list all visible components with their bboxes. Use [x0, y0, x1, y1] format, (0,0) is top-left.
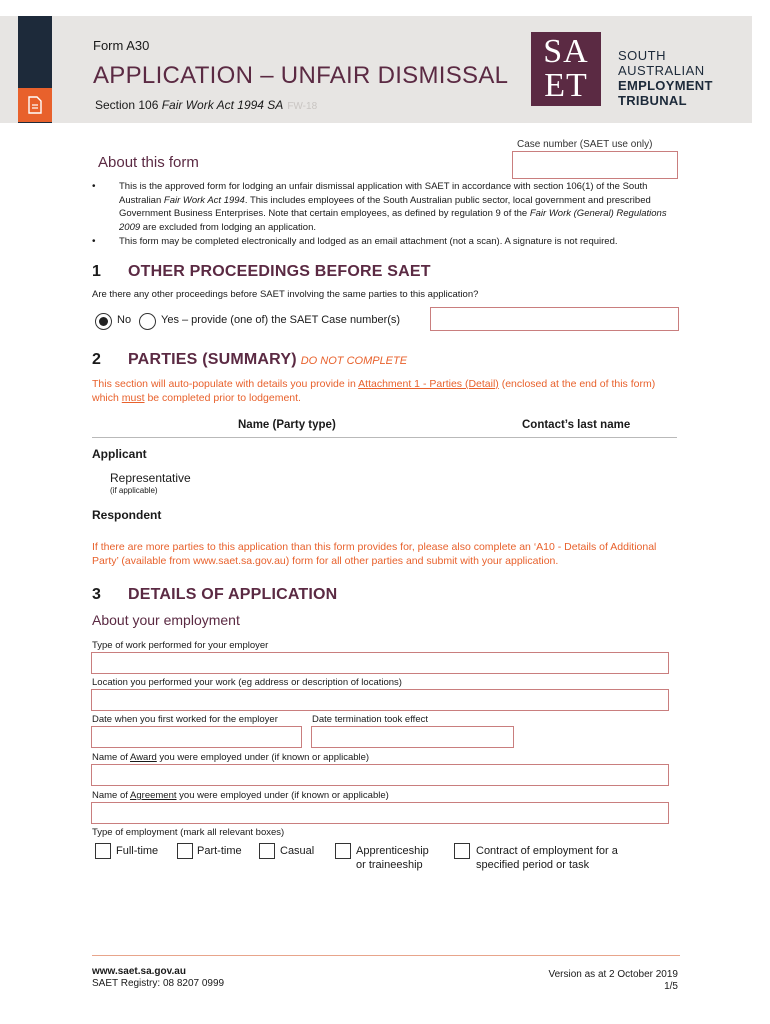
saet-logo-mark: SA ET: [531, 32, 601, 106]
checkbox-casual[interactable]: [259, 843, 275, 859]
form-reference-code: FW-18: [287, 101, 318, 112]
checkbox-apprenticeship[interactable]: [335, 843, 351, 859]
section-2-title: PARTIES (SUMMARY) DO NOT COMPLETE: [128, 351, 408, 368]
saet-logo-text: [618, 48, 713, 108]
page-subtitle: [95, 98, 317, 112]
page-title: APPLICATION – UNFAIR DISMISSAL: [93, 62, 509, 89]
agreement-field[interactable]: [91, 802, 669, 824]
case-number-label: Case number (SAET use only): [517, 139, 653, 150]
employment-type-label: Type of employment (mark all relevant boxes): [92, 827, 285, 838]
termination-date-field[interactable]: [311, 726, 514, 748]
section-3-number: 3: [92, 586, 101, 603]
checkbox-part-time-label: Part-time: [197, 845, 242, 857]
section-3-title: DETAILS OF APPLICATION: [128, 586, 338, 603]
form-code: Form A30: [93, 38, 150, 53]
do-not-complete-note: DO NOT COMPLETE: [300, 355, 408, 367]
agreement-link[interactable]: Agreement: [130, 790, 177, 801]
respondent-label: Respondent: [92, 508, 162, 522]
saet-case-numbers-field[interactable]: [430, 307, 679, 331]
radio-yes-label: Yes – provide (one of) the SAET Case number(s): [161, 314, 401, 326]
logo-line-2: AUSTRALIAN: [618, 63, 705, 78]
logo-line-4: TRIBUNAL: [618, 93, 687, 108]
checkbox-part-time[interactable]: [177, 843, 193, 859]
about-bullet-2: • This form may be completed electronically and lodged as an email attachment (not a scan). A signature is not required.: [92, 235, 672, 249]
award-label: Name of Award you were employed under (if known or applicable): [92, 752, 370, 763]
other-proceedings-question: Are there any other proceedings before SAET involving the same parties to this application?: [92, 289, 479, 300]
radio-no[interactable]: [95, 313, 112, 330]
footer-rule: [92, 955, 680, 956]
section-1-title: OTHER PROCEEDINGS BEFORE SAET: [128, 263, 431, 280]
applicant-label: Applicant: [92, 447, 147, 461]
about-bullet-1: • This is the approved form for lodging an unfair dismissal application with SAET in accordance with section 106(1) of the South Australian Fair Work Act 1994. This includes employees of the South Australian public sector, local government and prescribed Government Business Enterprises. Note that certain employees, as defined by regulation 9 of the Fair Work (General) Regulations 2009 are excluded from lodging an application.: [92, 180, 672, 234]
logo-line-1: SOUTH: [618, 48, 666, 63]
checkbox-fixed-term-contract-label: Contract of employment for a specified period or task: [476, 845, 618, 871]
logo-line-3: EMPLOYMENT: [618, 78, 713, 93]
award-field[interactable]: [91, 764, 669, 786]
about-employment-heading: About your employment: [92, 612, 240, 628]
document-tab: [18, 88, 52, 122]
parties-header-rule: [92, 437, 677, 438]
start-date-label: Date when you first worked for the employer: [92, 714, 278, 725]
case-number-field[interactable]: [512, 151, 678, 179]
subtitle-prefix: Section 106: [95, 98, 162, 112]
work-type-label: Type of work performed for your employer: [92, 640, 269, 651]
additional-parties-note: If there are more parties to this application than this form provides for, please also complete an ‘A10 - Details of Additional Party’ (available from www.saet.sa.gov.au) form for all other parties and submit with your application.: [92, 541, 657, 567]
footer-registry-phone: SAET Registry: 08 8207 0999: [92, 978, 225, 989]
footer-page-number: 1/5: [664, 981, 678, 992]
section-1-number: 1: [92, 263, 101, 280]
checkbox-full-time[interactable]: [95, 843, 111, 859]
termination-date-label: Date termination took effect: [312, 714, 428, 725]
about-form-bullets: [92, 180, 672, 250]
representative-if-applicable: (if applicable): [110, 486, 158, 495]
representative-label: Representative: [110, 471, 191, 485]
award-link[interactable]: Award: [130, 752, 157, 763]
checkbox-casual-label: Casual: [280, 845, 315, 857]
footer-version: Version as at 2 October 2019: [548, 969, 678, 980]
about-form-heading: About this form: [98, 154, 199, 171]
agreement-label: Name of Agreement you were employed under (if known or applicable): [92, 790, 389, 801]
attachment-link[interactable]: Attachment 1 - Parties (Detail): [358, 378, 499, 390]
start-date-field[interactable]: [91, 726, 302, 748]
checkbox-fixed-term-contract[interactable]: [454, 843, 470, 859]
work-location-field[interactable]: [91, 689, 669, 711]
radio-yes[interactable]: [139, 313, 156, 330]
radio-no-label: No: [117, 314, 132, 326]
parties-autopopulate-note: This section will auto-populate with details you provide in Attachment 1 - Parties (Detail) (enclosed at the end of this form) which must be completed prior to lodgement.: [92, 378, 656, 404]
document-icon: [27, 96, 43, 114]
work-type-field[interactable]: [91, 652, 669, 674]
footer-website[interactable]: www.saet.sa.gov.au: [92, 966, 186, 977]
column-name-party-type: Name (Party type): [238, 419, 336, 431]
checkbox-full-time-label: Full-time: [116, 845, 159, 857]
work-location-label: Location you performed your work (eg address or description of locations): [92, 677, 402, 688]
checkbox-apprenticeship-label: Apprenticeship or traineeship: [356, 845, 429, 871]
subtitle-act: Fair Work Act 1994 SA: [161, 98, 284, 112]
section-2-number: 2: [92, 351, 101, 368]
column-contact-last-name: Contact’s last name: [522, 419, 631, 431]
